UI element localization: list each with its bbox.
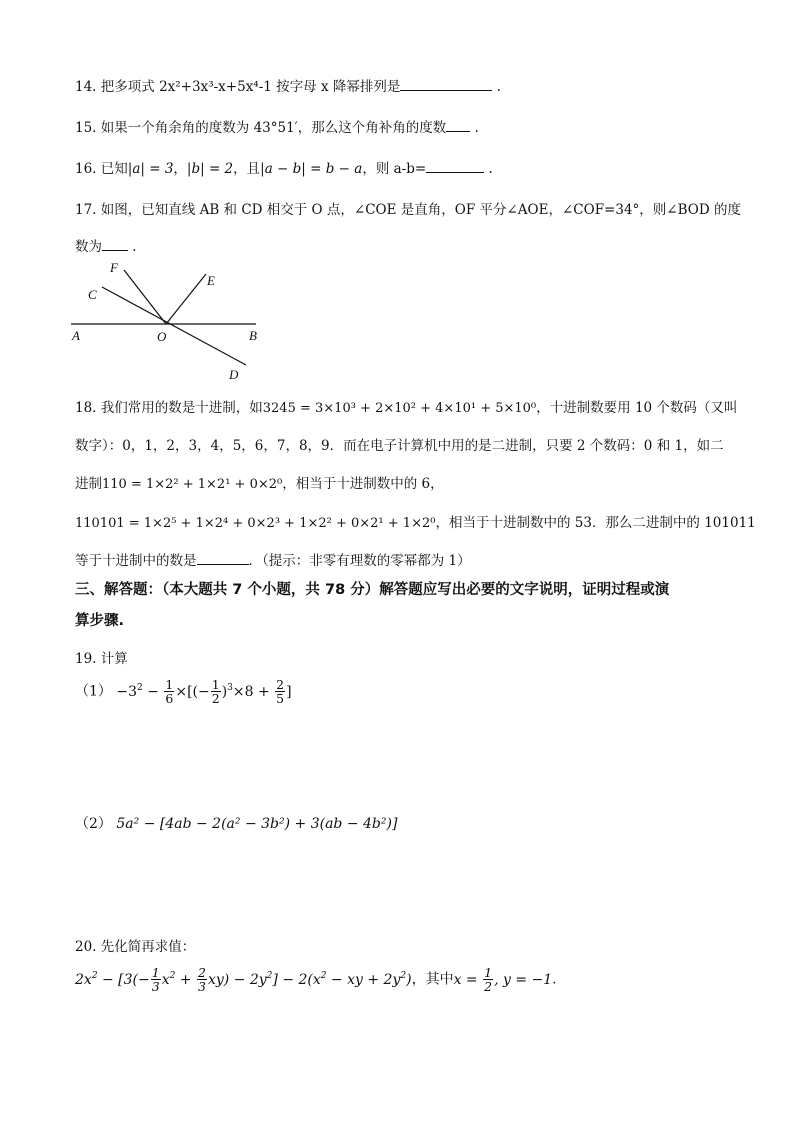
q19-part2-expr: 5a² − [4ab − 2(a² − 3b²) + 3(ab − 4b²)] — [116, 816, 398, 832]
question-16 — [75, 157, 493, 177]
label-b: B — [249, 328, 257, 343]
label-f: F — [110, 262, 118, 275]
q18-binary-example-1: 110 = 1×2² + 1×2¹ + 0×2⁰ — [102, 477, 283, 492]
ray-oe — [166, 274, 206, 324]
q15-answer-blank[interactable] — [446, 117, 470, 132]
q14-prompt: 把多项式 2x²+3x³-x+5x⁴-1 按字母 x 降幂排列是 — [100, 79, 401, 95]
section-3-line1: 三、解答题：（本大题共 7 个小题，共 78 分）解答题应写出必要的文字说明，证明过程或演 — [75, 582, 670, 598]
question-20-title — [75, 935, 195, 955]
q18-text-a: 18. 我们常用的数是十进制，如 — [75, 400, 263, 416]
q20-expression: $2x^2 - [3(-$ $\frac{1}{3}$ $x^2$ + $\frac{2}{3}$ $xy) - 2y^2] - 2(x^2$ − xy + $2y^2$) — [75, 965, 412, 995]
q15-end: . — [474, 120, 479, 136]
section-3-line2: 算步骤. — [75, 613, 125, 629]
q20-values: x = $\frac{1}{2}$ , y = −1 — [453, 965, 553, 995]
question-18-line3 — [75, 472, 444, 492]
q15-number: 15. — [75, 120, 97, 136]
question-20-expr: $2x^2 - [3(-$ $\frac{1}{3}$ $x^2$ + $\frac{2}{3}$ $xy) - 2y^2] - 2(x^2$ − xy + $2y^2$)，其中x = $\frac{1}{2}$ , y = −1. — [75, 965, 557, 995]
q15-prompt: 如果一个角余角的度数为 43°51′，那么这个角补角的度数 — [100, 120, 447, 136]
section-3-heading-cont — [75, 609, 124, 630]
q19-part2-label: （2） — [75, 816, 112, 832]
q16-prefix: 已知 — [100, 161, 128, 177]
q14-end: . — [496, 79, 501, 95]
question-18-line4 — [75, 511, 756, 531]
q16-cond-ab: |a − b| = b − a — [260, 161, 363, 177]
question-15 — [75, 116, 479, 136]
question-14 — [75, 75, 501, 95]
q18-hint: ．（提示：非零有理数的零幂都为 1） — [248, 553, 471, 569]
q14-answer-blank[interactable] — [400, 76, 492, 91]
question-18-line1 — [75, 396, 737, 416]
q16-end: . — [488, 161, 493, 177]
q20-tail: ，其中 — [411, 971, 454, 988]
question-17-line1 — [75, 198, 741, 218]
q17-answer-blank[interactable] — [102, 236, 128, 251]
q19-part1-label: （1） — [75, 683, 112, 700]
q20-title: 20. 先化简再求值： — [75, 939, 196, 955]
q18-text-d: 进制 — [75, 476, 102, 492]
question-19-title — [75, 647, 128, 667]
question-18-line2 — [75, 434, 724, 454]
label-d: D — [229, 367, 239, 382]
label-a: A — [72, 328, 80, 343]
q17-prompt: 如图，已知直线 AB 和 CD 相交于 O 点，∠COE 是直角，OF 平分∠AOE，∠COF=34°，则∠BOD 的度 — [100, 202, 741, 218]
q16-cond-b: |b| = 2 — [186, 161, 234, 177]
section-3-heading — [75, 578, 669, 599]
angle-figure — [66, 262, 276, 382]
q18-text-b: ，十进制数要用 10 个数码（又叫 — [536, 400, 738, 416]
q17-end: . — [132, 239, 137, 255]
q18-answer-blank[interactable] — [197, 550, 249, 565]
label-o: O — [157, 329, 167, 344]
question-18-line5 — [75, 549, 471, 569]
q16-number: 16. — [75, 161, 97, 177]
q16-suffix: ，则 a-b= — [362, 161, 427, 177]
line-cd — [102, 287, 246, 365]
q19-part1-expr: $-3^2$ − $\frac{1}{6}$ ×[(− $\frac{1}{2}$ )$^3$×8 + $\frac{2}{5}$ ] — [116, 677, 292, 707]
q18-text-e: ，相当于十进制数中的 6， — [282, 476, 444, 492]
q16-sep1: ， — [173, 161, 187, 177]
q17-number: 17. — [75, 202, 97, 218]
q19-title: 19. 计算 — [75, 651, 128, 667]
q16-cond-a: |a| = 3 — [127, 161, 174, 177]
question-19-part2 — [75, 813, 397, 833]
q18-text-c: 数字）：0，1，2，3，4，5，6，7，8，9．而在电子计算机中用的是二进制，只要 2 个数码：0 和 1，如二 — [75, 438, 724, 454]
label-c: C — [88, 287, 97, 302]
question-19-part1 — [75, 678, 292, 705]
question-17-line2 — [75, 235, 137, 255]
q16-answer-blank[interactable] — [426, 158, 484, 173]
q16-sep2: ，且 — [233, 161, 261, 177]
q18-decimal-example: 3245 = 3×10³ + 2×10² + 4×10¹ + 5×10⁰ — [262, 401, 537, 416]
q18-text-g: 等于十进制中的数是 — [75, 553, 197, 569]
q17-prompt-cont: 数为 — [75, 239, 102, 255]
ray-of — [124, 270, 166, 324]
q18-text-f: ，相当于十进制数中的 53．那么二进制中的 101011 — [435, 515, 756, 531]
label-e: E — [207, 273, 215, 288]
q14-text: 14. — [75, 79, 97, 95]
q18-binary-example-2: 110101 = 1×2⁵ + 1×2⁴ + 0×2³ + 1×2² + 0×2¹ + 1×2⁰ — [75, 516, 436, 531]
